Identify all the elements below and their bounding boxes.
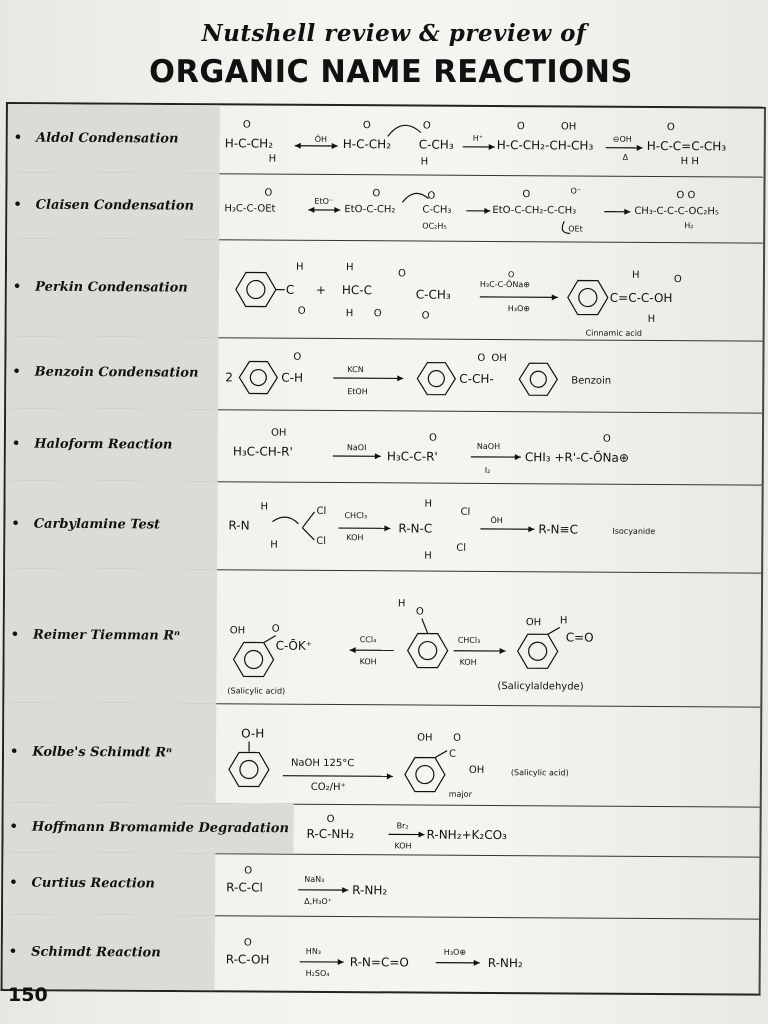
page-title: ORGANIC NAME REACTIONS [149, 54, 633, 90]
reagent: CO₂/H⁺ [310, 781, 346, 794]
reaction-row-benzoin: • Benzoin Condensation 2 O C-H KCN EtOH O OH C-CH- Benzoin [6, 336, 762, 414]
reaction-name: Haloform Reaction [34, 436, 173, 453]
amine-product: R-NH₂ [352, 883, 388, 898]
svg-text:H: H [295, 261, 304, 273]
reaction-name: Carbylamine Test [33, 516, 161, 533]
reaction-name: Schimdt Reaction [31, 944, 161, 960]
reagent: ⊖OH [612, 134, 632, 144]
plus-sign: + [315, 282, 326, 297]
svg-text:O: O [477, 352, 486, 364]
reaction-row-curtius: • Curtius Reaction O R-C-Cl NaN₃ Δ,H₃O⁺ R-NH₂ [3, 852, 759, 920]
svg-text:O⁻: O⁻ [570, 186, 582, 196]
svg-text:H₂: H₂ [684, 221, 694, 231]
svg-text:Cl: Cl [456, 542, 467, 554]
svg-text:H: H [260, 501, 269, 513]
reagent: KOH [394, 841, 412, 851]
svg-text:OH: OH [229, 625, 246, 637]
reagent: H⁺ [472, 133, 484, 143]
svg-text:O: O [421, 310, 430, 322]
reagent: Δ,H₃O⁺ [304, 896, 332, 907]
svg-text:H: H [424, 550, 432, 562]
svg-text:O O: O O [676, 190, 696, 202]
amine-product: R-NH₂ [487, 955, 523, 971]
anhydride: HC-C [341, 283, 373, 298]
oxygen-label: O [666, 122, 675, 134]
reaction-row-perkin: • Perkin Condensation H C O + H HC-C H O O C-CH₃ O O H₃C-C-ŌNa⊕ H₃O⊕ H C=C-C-OH H O Cinnamic acid [7, 238, 764, 342]
reaction-row-claisen: • Claisen Condensation O H₃C-C-OEt EtO⁻ O EtO-C-CH₂ O C-CH₃ OC₂H₅ O O⁻ EtO-C-CH₂-C-CH₃ OEt O O CH₃-C-C-C-OC₂H₅ H₂ [7, 172, 763, 244]
oxygen-label: O [422, 120, 431, 132]
reaction-name: Reimer Tiemman Rⁿ [33, 627, 181, 644]
reaction-equation [295, 804, 759, 857]
svg-text:H: H [345, 308, 354, 320]
reaction-name: Benzoin Condensation [34, 364, 199, 381]
reagent: Br₂ [396, 821, 409, 831]
intermediate: R-N-C [398, 521, 433, 536]
benzene-ring [405, 757, 445, 791]
aldehyde: C-CH₃ [418, 137, 454, 152]
heat-symbol: Δ [622, 152, 629, 162]
salicylate: C-ŌK⁺ [275, 638, 313, 653]
svg-text:Cl: Cl [460, 506, 471, 518]
svg-text:OH: OH [468, 764, 485, 776]
reagent: KOH [459, 657, 477, 667]
phenol-ring [408, 633, 448, 667]
product-label: Benzoin [571, 375, 612, 387]
reagent: NaOI [346, 443, 367, 453]
oxygen-label: O [516, 121, 525, 133]
reaction-equation [218, 703, 761, 806]
phenol: O-H [241, 726, 265, 741]
reagent: EtO⁻ [314, 196, 334, 206]
svg-text:O: O [522, 189, 531, 201]
svg-text:H: H [647, 313, 656, 325]
isocyanate: R-N=C=O [349, 955, 409, 970]
ester: C-CH₃ [422, 204, 452, 216]
reaction-name: Claisen Condensation [35, 197, 195, 214]
svg-text:H: H [424, 498, 433, 510]
svg-text:O: O [415, 606, 424, 618]
methyl-ketone: H₃C-C-R' [386, 449, 438, 464]
salicylaldehyde: C=O [565, 630, 594, 645]
benzene-ring [518, 634, 558, 668]
svg-text:O: O [453, 732, 462, 744]
reagent: I₂ [484, 465, 491, 475]
reaction-name: Curtius Reaction [31, 875, 155, 892]
svg-text:H: H [270, 539, 278, 551]
reaction-row-haloform: • Haloform Reaction OH H₃C-CH-R' NaOI O H₃C-C-R' NaOH I₂ O CHI₃ +R'-C-ŌNa⊕ [6, 408, 762, 486]
hydroxyl-label: OH [560, 121, 577, 133]
svg-text:O: O [397, 268, 406, 280]
primary-amine: R-N [228, 518, 250, 533]
reaction-equation [220, 337, 762, 412]
enal-product: H-C-C=C-CH₃ [646, 138, 727, 154]
svg-text:O: O [326, 813, 335, 826]
svg-text:O: O [297, 305, 306, 317]
isocyanide-product: R-N≡C [538, 522, 579, 537]
reaction-equation [217, 915, 759, 993]
benzene-ring [236, 272, 276, 306]
beta-keto-ester: CH₃-C-C-C-OC₂H₅ [634, 205, 719, 218]
reagent: EtOH [347, 387, 368, 397]
reaction-equation [218, 569, 761, 706]
reactant: H₃C-C-OEt [224, 203, 276, 215]
oxygen-label: O [242, 119, 251, 131]
svg-text:OEt: OEt [568, 224, 583, 234]
svg-text:C-CH₃: C-CH₃ [415, 287, 451, 302]
reaction-row-reimer-tiemann: • Reimer Tiemman Rⁿ OH O C-ŌK⁺ CCl₄ KOH H O CHCl₃ KOH OH H C=O (Salicylic acid) (Salicylaldehyde) [4, 568, 761, 708]
reagent: KOH [359, 657, 377, 667]
reaction-row-kolbe-schmidt: • Kolbe's Schimdt Rⁿ O-H NaOH 125°C CO₂/H⁺ OH O C OH (Salicylic acid) major [4, 702, 761, 808]
svg-text:OH: OH [417, 732, 433, 744]
svg-text:O: O [673, 274, 682, 286]
benzene-ring [229, 752, 269, 786]
svg-text:2: 2 [225, 370, 234, 385]
reagent: KCN [347, 365, 364, 375]
reagent: ŌH [490, 515, 503, 526]
hydrogen-label: H [268, 153, 277, 165]
major-label: major [448, 789, 472, 799]
page-number: 150 [8, 984, 48, 1006]
benzaldehyde: C-H [281, 370, 304, 385]
reaction-row-schmidt: • Schimdt Reaction O R-C-OH HN₃ H₂SO₄ R-N=C=O H₃O⊕ R-NH₂ [3, 914, 759, 994]
reagent: H₃C-C-ŌNa⊕ [479, 279, 530, 290]
reagent: CCl₄ [359, 635, 377, 645]
reaction-equation [217, 853, 759, 918]
page-subtitle: Nutshell review & preview of [201, 20, 587, 47]
benzene-ring [417, 363, 455, 395]
svg-text:O: O [602, 433, 611, 445]
svg-text:O: O [373, 308, 382, 320]
product-label: Cinnamic acid [585, 328, 643, 338]
svg-text:OH: OH [491, 352, 507, 365]
hydrogen-label: H [420, 156, 429, 168]
benzene-ring [233, 642, 273, 676]
reagent: HN₃ [305, 946, 322, 956]
reactant: H-C-CH₂ [224, 136, 274, 151]
svg-text:O: O [293, 351, 302, 363]
reaction-row-carbylamine: • Carbylamine Test H R-N H Cl Cl CHCl₃ KOH H R-N-C H Cl Cl ŌH R-N≡C Isocyanide [5, 480, 762, 574]
reagent: CHCl₃ [344, 511, 368, 521]
product-label: (Salicylic acid) [510, 768, 569, 778]
svg-text:O: O [264, 187, 273, 199]
svg-text:O: O [372, 188, 381, 200]
benzene-ring [239, 361, 277, 393]
svg-text:O: O [271, 623, 280, 635]
carboxylic-acid: R-C-OH [225, 952, 270, 967]
reagent: NaOH 125°C [290, 757, 355, 770]
benzoin-product: C-CH- [459, 371, 494, 386]
reaction-name: Kolbe's Schimdt Rⁿ [32, 744, 173, 761]
benzene-ring [519, 363, 557, 395]
reagent: ŌH [314, 134, 328, 144]
svg-text:O: O [427, 190, 436, 202]
svg-text:O: O [243, 937, 252, 949]
reactant: H₃C-CH-R' [232, 444, 293, 459]
electron-arrow [388, 125, 421, 136]
svg-text:Cl: Cl [316, 505, 327, 517]
svg-text:H: H [345, 262, 354, 274]
reaction-row-aldol: • Aldol Condensation O H-C-CH₂ H ŌH O H-C-CH₂ O C-CH₃ H H⁺ O OH H-C-CH₂-CH-CH₃ ⊖OH Δ O H-C-C=C-CH₃ H H [8, 104, 764, 178]
reaction-equation [219, 481, 762, 572]
product-label: (Salicylic acid) [227, 686, 286, 696]
enolate: EtO-C-CH₂ [344, 204, 396, 216]
reaction-equation [221, 239, 764, 340]
svg-text:Cl: Cl [316, 535, 327, 547]
svg-text:O: O [428, 432, 437, 444]
enolate: H-C-CH₂ [342, 137, 392, 152]
product-label: (Salicylaldehyde) [497, 681, 584, 693]
reaction-row-hoffmann: • Hoffmann Bromamide Degradation O R-C-NH₂ Br₂ KOH R-NH₂+K₂CO₃ [3, 802, 759, 858]
reagent: H₂SO₄ [305, 968, 330, 978]
reaction-equation [222, 105, 764, 176]
reagent: H₃O⊕ [507, 304, 531, 314]
svg-text:OH: OH [525, 617, 542, 629]
reactions-table [1, 102, 766, 996]
svg-text:OH: OH [270, 427, 287, 439]
svg-text:H: H [559, 615, 568, 627]
benzene-ring [568, 280, 608, 314]
svg-text:H: H [397, 598, 406, 610]
reagent: NaN₃ [304, 874, 325, 884]
reagent: CHCl₃ [457, 635, 481, 645]
reagent: H₃O⊕ [443, 947, 467, 957]
reagent: KOH [346, 533, 364, 543]
reaction-name: Perkin Condensation [35, 279, 188, 296]
reaction-equation [221, 173, 763, 242]
reagent: NaOH [476, 441, 501, 452]
reaction-name: Hoffmann Bromamide Degradation [31, 819, 290, 837]
svg-text:O: O [244, 865, 253, 877]
svg-text:C: C [285, 282, 295, 297]
amide: R-C-NH₂ [306, 826, 355, 842]
cinnamic-acid: C=C-C-OH [609, 290, 673, 306]
svg-text:O: O [507, 270, 515, 280]
svg-text:C: C [448, 748, 457, 760]
aldol-product: H-C-CH₂-CH-CH₃ [496, 137, 594, 153]
reaction-equation [220, 409, 762, 484]
haloform-products: CHI₃ +R'-C-ŌNa⊕ [524, 450, 630, 465]
hydrogen-label: H H [680, 156, 699, 168]
svg-text:H: H [631, 269, 640, 281]
oxygen-label: O [362, 120, 371, 132]
svg-text:OC₂H₅: OC₂H₅ [422, 221, 447, 231]
tetrahedral-intermediate: EtO-C-CH₂-C-CH₃ [492, 204, 577, 217]
acyl-chloride: R-C-Cl [226, 880, 263, 895]
reaction-name: Aldol Condensation [36, 130, 179, 147]
product-label: Isocyanide [612, 526, 656, 536]
amine-product: R-NH₂+K₂CO₃ [426, 827, 507, 843]
